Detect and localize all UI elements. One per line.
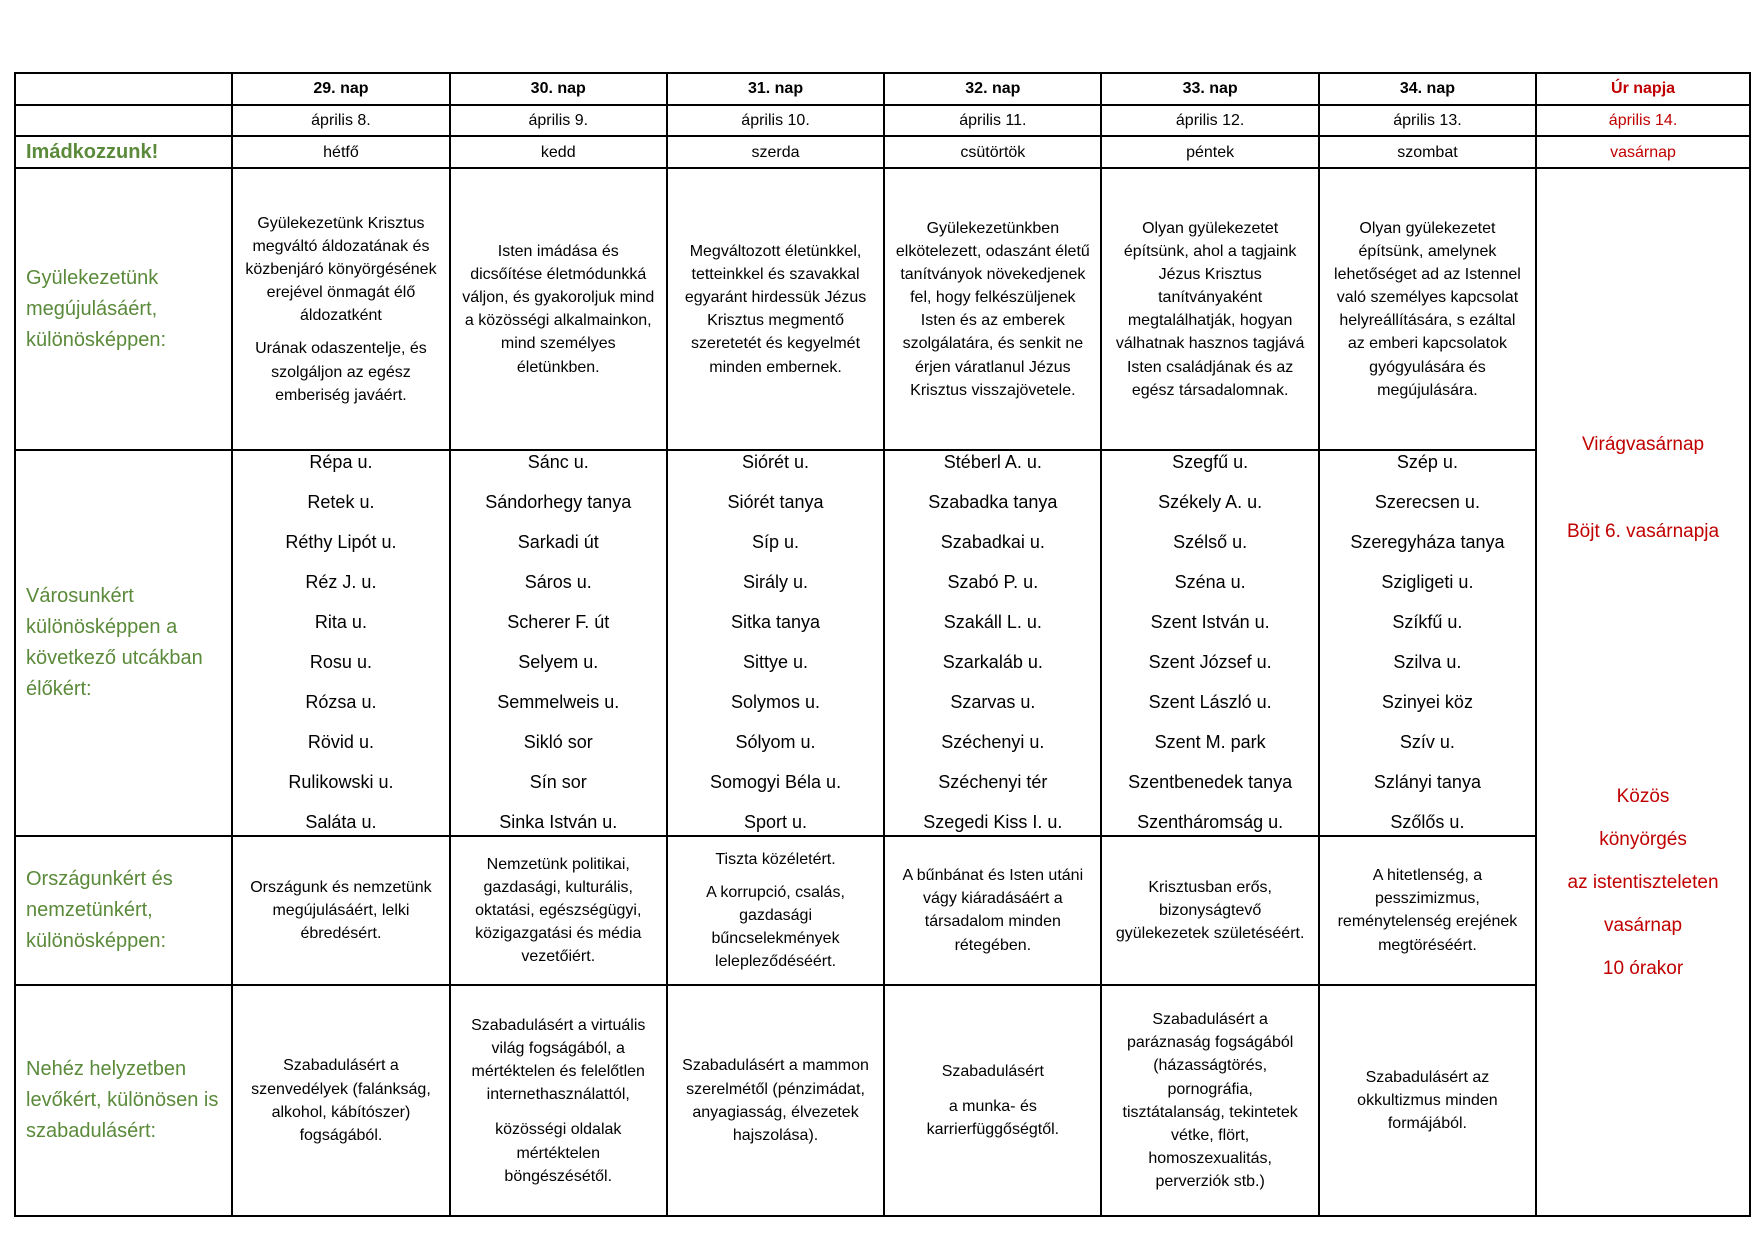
street-name: Sirály u.	[743, 571, 809, 592]
street-name: Rövid u.	[307, 731, 374, 752]
nation-cell	[667, 836, 884, 986]
cell-text: Gyülekezetünk Krisztus megváltó áldozatának és közbenjáró könyörgésének erejével önmagát élő áldozatként	[245, 214, 437, 325]
nation-cell	[1319, 836, 1536, 986]
street-name: Szeregyháza tanya	[1350, 531, 1505, 552]
street-name: Sarkadi út	[517, 531, 599, 552]
joint-line: 10 órakor	[1602, 958, 1684, 980]
street-name: Szlányi tanya	[1373, 771, 1481, 792]
street-name: Székely A. u.	[1158, 491, 1263, 512]
nation-cell	[232, 836, 449, 986]
street-name: Szigligeti u.	[1381, 571, 1474, 592]
date-cell: április 13.	[1319, 105, 1536, 136]
street-name: Szíkfű u.	[1392, 611, 1463, 632]
street-name: Széchenyi u.	[941, 731, 1045, 752]
cell-text: Megváltozott életünkkel, tetteinkkel és szavakkal egyaránt hirdessük Jézus Krisztus megmentő szeretetét és kegyelmét minden embernek.	[684, 242, 867, 376]
street-name: Szabadkai u.	[940, 531, 1045, 552]
street-name: Siórét u.	[742, 451, 810, 472]
sunday-block	[1537, 169, 1749, 1210]
street-name: Semmelweis u.	[497, 691, 620, 712]
church-cell	[1101, 168, 1318, 450]
joint-line: vasárnap	[1603, 915, 1683, 937]
day-header: 33. nap	[1101, 73, 1318, 105]
street-name: Somogyi Béla u.	[710, 771, 842, 792]
hardship-row-label: Nehéz helyzetben levőkért, különösen is szabadulásért:	[15, 985, 232, 1216]
weekday-cell: szombat	[1319, 136, 1536, 168]
joint-line: könyörgés	[1599, 829, 1687, 851]
street-name: Siórét tanya	[727, 491, 824, 512]
street-name: Rulikowski u.	[288, 771, 394, 792]
street-list-cell	[884, 450, 1101, 835]
street-name: Szent József u.	[1148, 651, 1272, 672]
weekday-cell: hétfő	[232, 136, 449, 168]
street-name: Rita u.	[314, 611, 367, 632]
cell-text: Szabadulásért a mammon szerelmétől (pénzimádat, anyagiasság, élvezetek hajszolása).	[682, 1057, 869, 1144]
street-name: Szegedi Kiss I. u.	[923, 811, 1063, 832]
street-name: Sport u.	[744, 811, 808, 832]
cell-text: Nemzetünk politikai, gazdasági, kulturális, oktatási, egészségügyi, közigazgatási és média vezetőiért.	[475, 855, 642, 966]
city-row-label: Városunkért különösképpen a következő utcákban élőkért:	[15, 450, 232, 835]
street-name: Szerecsen u.	[1374, 491, 1480, 512]
weekday-cell: csütörtök	[884, 136, 1101, 168]
cell-text: Szabadulásért a paráznaság fogságából (házasságtörés, pornográfia, tisztátalanság, tekintetek vétke, flört, homoszexualitás, perverziók stb.)	[1122, 1010, 1298, 1191]
street-name: Selyem u.	[518, 651, 599, 672]
church-cell	[884, 168, 1101, 450]
sunday-column	[1536, 168, 1750, 1216]
nation-cell	[450, 836, 667, 986]
lord-date-cell: április 14.	[1536, 105, 1750, 136]
street-name: Sitka tanya	[731, 611, 821, 632]
hardship-cell	[884, 985, 1101, 1216]
day-header: 29. nap	[232, 73, 449, 105]
street-name: Szarkaláb u.	[942, 651, 1043, 672]
street-name: Szinyei köz	[1381, 691, 1473, 712]
street-list-cell	[232, 450, 449, 835]
prayer-schedule-table	[14, 72, 1751, 1217]
street-name: Széchenyi tér	[938, 771, 1048, 792]
street-name: Szakáll L. u.	[943, 611, 1042, 632]
date-label-cell	[15, 105, 232, 136]
cell-text: Isten imádása és dicsőítése életmódunkká váljon, és gyakoroljuk mind a közösségi alkalmainkon, mind személyes életünkben.	[462, 242, 655, 376]
date-cell: április 12.	[1101, 105, 1318, 136]
cell-text: a munka- és karrierfüggőségtől.	[926, 1098, 1060, 1139]
cell-text: A bűnbánat és Isten utáni vágy kiáradásáért a társadalom minden rétegében.	[902, 867, 1084, 954]
church-cell	[232, 168, 449, 450]
street-name: Réz J. u.	[305, 571, 377, 592]
day-header: 30. nap	[450, 73, 667, 105]
street-name: Szív u.	[1399, 731, 1455, 752]
cell-text: Tiszta közéletért.	[715, 850, 836, 868]
street-name: Rosu u.	[309, 651, 372, 672]
city-row	[15, 450, 1750, 835]
street-name: Szilva u.	[1393, 651, 1462, 672]
sunday-titles	[1537, 401, 1749, 575]
street-name: Solymos u.	[731, 691, 821, 712]
street-name: Sólyom u.	[735, 731, 816, 752]
street-name: Szent László u.	[1148, 691, 1272, 712]
lord-day-header: Úr napja	[1536, 73, 1750, 105]
joint-line: az istentiszteleten	[1567, 872, 1719, 894]
hardship-cell	[1101, 985, 1318, 1216]
street-name: Szélső u.	[1173, 531, 1248, 552]
date-cell: április 9.	[450, 105, 667, 136]
cell-text: Krisztusban erős, bizonyságtevő gyülekezetek születéséért.	[1115, 878, 1305, 943]
street-list-cell	[667, 450, 884, 835]
hardship-row	[15, 985, 1750, 1216]
joint-prayer-note	[1537, 775, 1749, 990]
street-name: Szegfű u.	[1172, 451, 1249, 472]
street-name: Szentbenedek tanya	[1128, 771, 1293, 792]
street-name: Retek u.	[307, 491, 375, 512]
street-name: Síp u.	[752, 531, 800, 552]
date-cell: április 11.	[884, 105, 1101, 136]
street-name: Répa u.	[309, 451, 373, 472]
weekday-cell: szerda	[667, 136, 884, 168]
cell-text: Szabadulásért	[941, 1062, 1044, 1080]
cell-text: Szabadulásért az okkultizmus minden formájából.	[1357, 1068, 1498, 1133]
street-list-cell	[1319, 450, 1536, 835]
street-name: Szabó P. u.	[947, 571, 1039, 592]
joint-line: Közös	[1616, 786, 1670, 808]
street-name: Sittye u.	[743, 651, 809, 672]
street-name: Szent M. park	[1154, 731, 1266, 752]
street-name: Szőlős u.	[1390, 811, 1465, 832]
street-name: Szarvas u.	[950, 691, 1036, 712]
church-cell	[450, 168, 667, 450]
cell-text: Szabadulásért a virtuális világ fogságából, a mértéktelen és felelőtlen internethasználattól,	[471, 1016, 646, 1104]
street-name: Széna u.	[1174, 571, 1246, 592]
street-name: Szentháromság u.	[1137, 811, 1284, 832]
weekday-cell: kedd	[450, 136, 667, 168]
day-header: 32. nap	[884, 73, 1101, 105]
cell-text: Olyan gyülekezetet építsünk, amelynek lehetőséget ad az Istennel való személyes kapcsolat helyreállítására, s ezáltal az emberi kapcsolatok gyógyulására és megújulására.	[1334, 219, 1521, 399]
church-row	[15, 168, 1750, 450]
street-name: Szép u.	[1396, 451, 1458, 472]
hardship-cell	[1319, 985, 1536, 1216]
church-cell	[1319, 168, 1536, 450]
weekday-row	[15, 136, 1750, 168]
cell-text: Urának odaszentelje, és szolgáljon az egész emberiség javáért.	[255, 340, 427, 404]
hardship-cell	[232, 985, 449, 1216]
street-name: Sándorhegy tanya	[485, 491, 632, 512]
church-cell	[667, 168, 884, 450]
lord-weekday-cell: vasárnap	[1536, 136, 1750, 168]
cell-text: Gyülekezetünkben elkötelezett, odaszánt életű tanítványok növekedjenek fel, hogy felkészüljenek Isten és az emberek szolgálatára, és senkit ne érjen váratlanul Jézus Krisztus visszajövetele.	[895, 219, 1090, 399]
cell-text: A hitetlenség, a pesszimizmus, reménytelenség erejének megtöréséért.	[1337, 867, 1518, 954]
nation-cell	[1101, 836, 1318, 986]
day-header: 31. nap	[667, 73, 884, 105]
date-row	[15, 105, 1750, 136]
day-header: 34. nap	[1319, 73, 1536, 105]
lent-sunday: Böjt 6. vasárnapja	[1566, 521, 1720, 543]
street-list-cell	[1101, 450, 1318, 835]
street-name: Rózsa u.	[305, 691, 377, 712]
street-name: Saláta u.	[305, 811, 377, 832]
cell-text: Olyan gyülekezetet építsünk, ahol a tagjaink Jézus Krisztus tanítványaként megtalálhatják, hogyan válhatnak hasznos tagjává Isten családjának és az egész társadalomnak.	[1115, 219, 1305, 399]
church-row-label: Gyülekezetünk megújulásáért, különösképpen:	[15, 168, 232, 450]
cell-text: Országunk és nemzetünk megújulásáért, lelki ébredésért.	[250, 878, 432, 943]
weekday-cell: péntek	[1101, 136, 1318, 168]
street-name: Scherer F. út	[507, 611, 610, 632]
cell-text: A korrupció, csalás, gazdasági bűncselekmények lelepleződéséért.	[706, 883, 845, 971]
street-name: Sáros u.	[524, 571, 592, 592]
date-cell: április 8.	[232, 105, 449, 136]
corner-cell	[15, 73, 232, 105]
day-header-row	[15, 73, 1750, 105]
hardship-cell	[667, 985, 884, 1216]
street-name: Sín sor	[529, 771, 587, 792]
street-name: Szent István u.	[1150, 611, 1270, 632]
nation-row-label: Országunkért és nemzetünkért, különösképpen:	[15, 836, 232, 986]
street-list-cell	[450, 450, 667, 835]
palm-sunday: Virágvasárnap	[1581, 434, 1705, 456]
hardship-cell	[450, 985, 667, 1216]
street-name: Sánc u.	[527, 451, 589, 472]
cell-text: Szabadulásért a szenvedélyek (falánkság, alkohol, kábítószer) fogságából.	[251, 1057, 431, 1144]
street-name: Sinka István u.	[499, 811, 618, 832]
street-name: Szabadka tanya	[928, 491, 1058, 512]
street-name: Réthy Lipót u.	[285, 531, 397, 552]
street-name: Sikló sor	[523, 731, 593, 752]
date-cell: április 10.	[667, 105, 884, 136]
cell-text: közösségi oldalak mértéktelen böngészésétől.	[495, 1121, 622, 1185]
street-name: Stéberl A. u.	[943, 451, 1042, 472]
nation-cell	[884, 836, 1101, 986]
pray-label: Imádkozzunk!	[15, 136, 232, 168]
nation-row	[15, 836, 1750, 986]
